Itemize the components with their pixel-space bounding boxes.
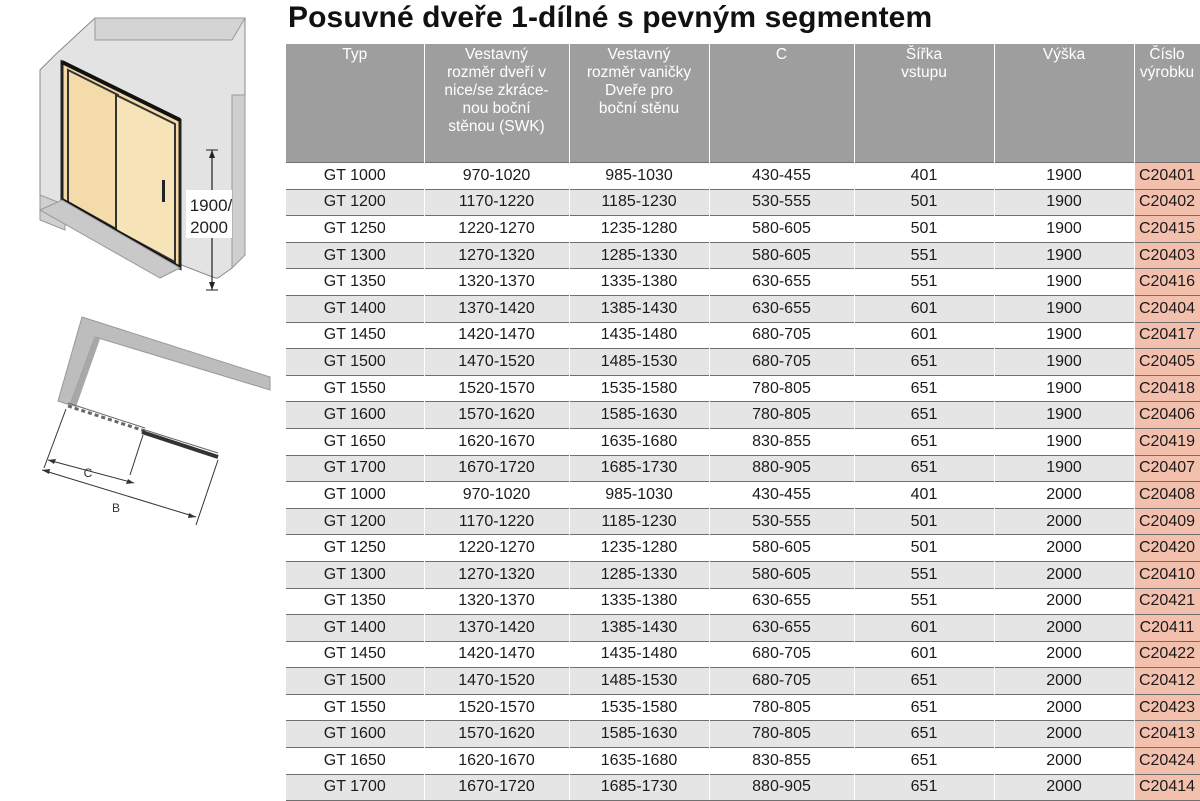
column-header-line: rozměr vaničky [586, 64, 692, 81]
tray-size-cell: 1185-1230 [569, 189, 709, 216]
dimension-c-cell: 630-655 [709, 588, 854, 615]
height-cell: 2000 [994, 774, 1134, 801]
table-row [286, 295, 1200, 322]
door-recess-cell: 1670-1720 [424, 774, 569, 801]
door-recess-cell: 1620-1670 [424, 748, 569, 775]
type-cell: GT 1300 [286, 242, 424, 269]
table-row [286, 322, 1200, 349]
product-number-cell: C20416 [1134, 269, 1200, 296]
type-cell: GT 1600 [286, 721, 424, 748]
tray-size-cell: 985-1030 [569, 163, 709, 190]
dimension-c-cell: 780-805 [709, 402, 854, 429]
product-number-cell: C20422 [1134, 641, 1200, 668]
column-header-door-recess-size [424, 44, 569, 163]
table-row [286, 748, 1200, 775]
height-cell: 2000 [994, 508, 1134, 535]
tray-size-cell: 1485-1530 [569, 349, 709, 376]
dimension-c-cell: 880-905 [709, 774, 854, 801]
tray-size-cell: 1335-1380 [569, 588, 709, 615]
column-header-line: Číslo výrobku [1139, 46, 1195, 81]
dimension-c-label: C [83, 466, 93, 480]
column-header-line: Výška [1042, 46, 1086, 63]
height-label-2: 2000 [190, 218, 228, 237]
entry-width-cell: 651 [854, 774, 994, 801]
entry-width-cell: 551 [854, 242, 994, 269]
door-recess-cell: 1320-1370 [424, 269, 569, 296]
type-cell: GT 1550 [286, 694, 424, 721]
height-cell: 1900 [994, 349, 1134, 376]
product-number-cell: C20408 [1134, 482, 1200, 509]
product-number-cell: C20415 [1134, 216, 1200, 243]
type-cell: GT 1650 [286, 428, 424, 455]
height-cell: 1900 [994, 455, 1134, 482]
table-row [286, 668, 1200, 695]
entry-width-cell: 651 [854, 349, 994, 376]
height-cell: 1900 [994, 402, 1134, 429]
column-header-height [994, 44, 1134, 163]
height-cell: 1900 [994, 322, 1134, 349]
door-recess-cell: 1220-1270 [424, 216, 569, 243]
tray-size-cell: 1535-1580 [569, 694, 709, 721]
shower-door-plan-diagram [0, 305, 280, 535]
height-cell: 2000 [994, 561, 1134, 588]
tray-size-cell: 1385-1430 [569, 615, 709, 642]
entry-width-cell: 651 [854, 694, 994, 721]
column-header-line: Šířka [905, 46, 943, 63]
table-row [286, 774, 1200, 801]
product-number-cell: C20412 [1134, 668, 1200, 695]
entry-width-cell: 601 [854, 322, 994, 349]
tray-size-cell: 1635-1680 [569, 748, 709, 775]
tray-size-cell: 1185-1230 [569, 508, 709, 535]
product-number-cell: C20417 [1134, 322, 1200, 349]
dimension-c-cell: 630-655 [709, 269, 854, 296]
table-row [286, 482, 1200, 509]
height-cell: 1900 [994, 216, 1134, 243]
dimension-c-cell: 780-805 [709, 694, 854, 721]
dimension-c-cell: 680-705 [709, 349, 854, 376]
dimension-c-cell: 580-605 [709, 561, 854, 588]
dimension-c-cell: 530-555 [709, 508, 854, 535]
table-row [286, 641, 1200, 668]
entry-width-cell: 651 [854, 455, 994, 482]
dimension-c-cell: 580-605 [709, 216, 854, 243]
height-cell: 1900 [994, 189, 1134, 216]
dimension-c-cell: 680-705 [709, 641, 854, 668]
table-row [286, 561, 1200, 588]
column-header-line: nice/se zkráce- [444, 82, 549, 99]
tray-size-cell: 1535-1580 [569, 375, 709, 402]
table-row [286, 189, 1200, 216]
type-cell: GT 1250 [286, 216, 424, 243]
column-header-line: Vestavný [607, 46, 671, 63]
door-recess-cell: 1170-1220 [424, 189, 569, 216]
type-cell: GT 1350 [286, 269, 424, 296]
entry-width-cell: 551 [854, 561, 994, 588]
product-spec-table [286, 44, 1200, 801]
type-cell: GT 1000 [286, 482, 424, 509]
door-recess-cell: 1670-1720 [424, 455, 569, 482]
door-recess-cell: 1620-1670 [424, 428, 569, 455]
table-row [286, 615, 1200, 642]
table-row [286, 269, 1200, 296]
height-cell: 1900 [994, 295, 1134, 322]
page-title: Posuvné dveře 1-dílné s pevným segmentem [288, 1, 933, 34]
tray-size-cell: 1285-1330 [569, 561, 709, 588]
table-row [286, 694, 1200, 721]
entry-width-cell: 651 [854, 721, 994, 748]
door-recess-cell: 1470-1520 [424, 349, 569, 376]
type-cell: GT 1200 [286, 508, 424, 535]
table-row [286, 721, 1200, 748]
height-cell: 1900 [994, 428, 1134, 455]
dimension-c-cell: 580-605 [709, 535, 854, 562]
height-cell: 1900 [994, 375, 1134, 402]
table-row [286, 242, 1200, 269]
product-number-cell: C20406 [1134, 402, 1200, 429]
type-cell: GT 1450 [286, 641, 424, 668]
dimension-c-cell: 630-655 [709, 615, 854, 642]
column-header-line: Typ [342, 46, 368, 63]
product-number-cell: C20413 [1134, 721, 1200, 748]
product-number-cell: C20402 [1134, 189, 1200, 216]
tray-size-cell: 1635-1680 [569, 428, 709, 455]
type-cell: GT 1250 [286, 535, 424, 562]
table-row [286, 455, 1200, 482]
dimension-c-cell: 680-705 [709, 668, 854, 695]
dimension-c-cell: 430-455 [709, 482, 854, 509]
product-number-cell: C20410 [1134, 561, 1200, 588]
type-cell: GT 1000 [286, 163, 424, 190]
dimension-c-cell: 430-455 [709, 163, 854, 190]
dimension-c-cell: 580-605 [709, 242, 854, 269]
tray-size-cell: 1435-1480 [569, 322, 709, 349]
door-recess-cell: 1420-1470 [424, 322, 569, 349]
product-number-cell: C20401 [1134, 163, 1200, 190]
height-cell: 2000 [994, 615, 1134, 642]
height-label-1: 1900/ [189, 196, 233, 215]
column-header-product-number [1134, 44, 1200, 163]
height-cell: 1900 [994, 269, 1134, 296]
column-header-line: vstupu [901, 64, 947, 81]
tray-size-cell: 1585-1630 [569, 721, 709, 748]
product-number-cell: C20411 [1134, 615, 1200, 642]
dimension-c-cell: 530-555 [709, 189, 854, 216]
product-number-cell: C20420 [1134, 535, 1200, 562]
door-recess-cell: 1370-1420 [424, 615, 569, 642]
table-row [286, 588, 1200, 615]
product-number-cell: C20424 [1134, 748, 1200, 775]
height-cell: 1900 [994, 242, 1134, 269]
tray-size-cell: 1435-1480 [569, 641, 709, 668]
entry-width-cell: 601 [854, 641, 994, 668]
type-cell: GT 1400 [286, 295, 424, 322]
height-cell: 2000 [994, 482, 1134, 509]
door-recess-cell: 1270-1320 [424, 242, 569, 269]
type-cell: GT 1700 [286, 774, 424, 801]
dimension-c-cell: 830-855 [709, 748, 854, 775]
product-number-cell: C20423 [1134, 694, 1200, 721]
entry-width-cell: 501 [854, 189, 994, 216]
type-cell: GT 1200 [286, 189, 424, 216]
height-cell: 2000 [994, 721, 1134, 748]
tray-size-cell: 1285-1330 [569, 242, 709, 269]
dimension-c-cell: 880-905 [709, 455, 854, 482]
door-recess-cell: 1270-1320 [424, 561, 569, 588]
shower-door-isometric-diagram [0, 0, 280, 310]
door-recess-cell: 970-1020 [424, 163, 569, 190]
height-cell: 2000 [994, 694, 1134, 721]
product-number-cell: C20414 [1134, 774, 1200, 801]
table-row [286, 375, 1200, 402]
door-recess-cell: 1570-1620 [424, 402, 569, 429]
table-row [286, 163, 1200, 190]
type-cell: GT 1650 [286, 748, 424, 775]
entry-width-cell: 651 [854, 748, 994, 775]
product-number-cell: C20421 [1134, 588, 1200, 615]
entry-width-cell: 501 [854, 508, 994, 535]
type-cell: GT 1600 [286, 402, 424, 429]
product-number-cell: C20409 [1134, 508, 1200, 535]
table-row [286, 535, 1200, 562]
product-number-cell: C20407 [1134, 455, 1200, 482]
column-header-line: Vestavný [465, 46, 528, 63]
door-recess-cell: 1420-1470 [424, 641, 569, 668]
product-number-cell: C20418 [1134, 375, 1200, 402]
door-recess-cell: 1220-1270 [424, 535, 569, 562]
dimension-c-cell: 680-705 [709, 322, 854, 349]
entry-width-cell: 501 [854, 216, 994, 243]
tray-size-cell: 1685-1730 [569, 455, 709, 482]
table-row [286, 508, 1200, 535]
type-cell: GT 1500 [286, 349, 424, 376]
product-number-cell: C20419 [1134, 428, 1200, 455]
entry-width-cell: 401 [854, 482, 994, 509]
column-header-typ [286, 44, 424, 163]
tray-size-cell: 1685-1730 [569, 774, 709, 801]
tray-size-cell: 1335-1380 [569, 269, 709, 296]
type-cell: GT 1400 [286, 615, 424, 642]
door-recess-cell: 1520-1570 [424, 375, 569, 402]
entry-width-cell: 501 [854, 535, 994, 562]
height-cell: 2000 [994, 641, 1134, 668]
tray-size-cell: 1485-1530 [569, 668, 709, 695]
entry-width-cell: 551 [854, 588, 994, 615]
height-cell: 2000 [994, 588, 1134, 615]
entry-width-cell: 401 [854, 163, 994, 190]
product-number-cell: C20404 [1134, 295, 1200, 322]
door-recess-cell: 970-1020 [424, 482, 569, 509]
type-cell: GT 1700 [286, 455, 424, 482]
dimension-c-cell: 830-855 [709, 428, 854, 455]
table-body [286, 163, 1200, 801]
height-cell: 2000 [994, 535, 1134, 562]
column-header-line: C [775, 46, 788, 63]
door-recess-cell: 1470-1520 [424, 668, 569, 695]
entry-width-cell: 651 [854, 375, 994, 402]
entry-width-cell: 601 [854, 615, 994, 642]
table-row [286, 402, 1200, 429]
dimension-c-cell: 780-805 [709, 721, 854, 748]
product-number-cell: C20405 [1134, 349, 1200, 376]
column-header-entry-width [854, 44, 994, 163]
tray-size-cell: 1235-1280 [569, 216, 709, 243]
type-cell: GT 1300 [286, 561, 424, 588]
dimension-c-cell: 630-655 [709, 295, 854, 322]
column-header-line: boční stěnu [598, 100, 680, 117]
column-header-line: rozměr dveří v [446, 64, 547, 81]
dimension-c-cell: 780-805 [709, 375, 854, 402]
entry-width-cell: 601 [854, 295, 994, 322]
dimension-b-label: B [111, 501, 121, 515]
type-cell: GT 1550 [286, 375, 424, 402]
entry-width-cell: 651 [854, 402, 994, 429]
table-header [286, 44, 1200, 163]
height-cell: 2000 [994, 748, 1134, 775]
table-row [286, 216, 1200, 243]
type-cell: GT 1450 [286, 322, 424, 349]
type-cell: GT 1350 [286, 588, 424, 615]
column-header-tray-size [569, 44, 709, 163]
product-number-cell: C20403 [1134, 242, 1200, 269]
door-recess-cell: 1170-1220 [424, 508, 569, 535]
door-recess-cell: 1320-1370 [424, 588, 569, 615]
door-recess-cell: 1520-1570 [424, 694, 569, 721]
door-recess-cell: 1570-1620 [424, 721, 569, 748]
tray-size-cell: 1235-1280 [569, 535, 709, 562]
column-header-line: Dveře pro [604, 82, 674, 99]
entry-width-cell: 551 [854, 269, 994, 296]
entry-width-cell: 651 [854, 668, 994, 695]
tray-size-cell: 985-1030 [569, 482, 709, 509]
column-header-line: nou boční [462, 100, 531, 117]
type-cell: GT 1500 [286, 668, 424, 695]
column-header-line: stěnou (SWK) [448, 118, 545, 135]
height-cell: 2000 [994, 668, 1134, 695]
table-row [286, 428, 1200, 455]
tray-size-cell: 1385-1430 [569, 295, 709, 322]
table-row [286, 349, 1200, 376]
door-recess-cell: 1370-1420 [424, 295, 569, 322]
entry-width-cell: 651 [854, 428, 994, 455]
height-cell: 1900 [994, 163, 1134, 190]
column-header-dimension-c [709, 44, 854, 163]
tray-size-cell: 1585-1630 [569, 402, 709, 429]
